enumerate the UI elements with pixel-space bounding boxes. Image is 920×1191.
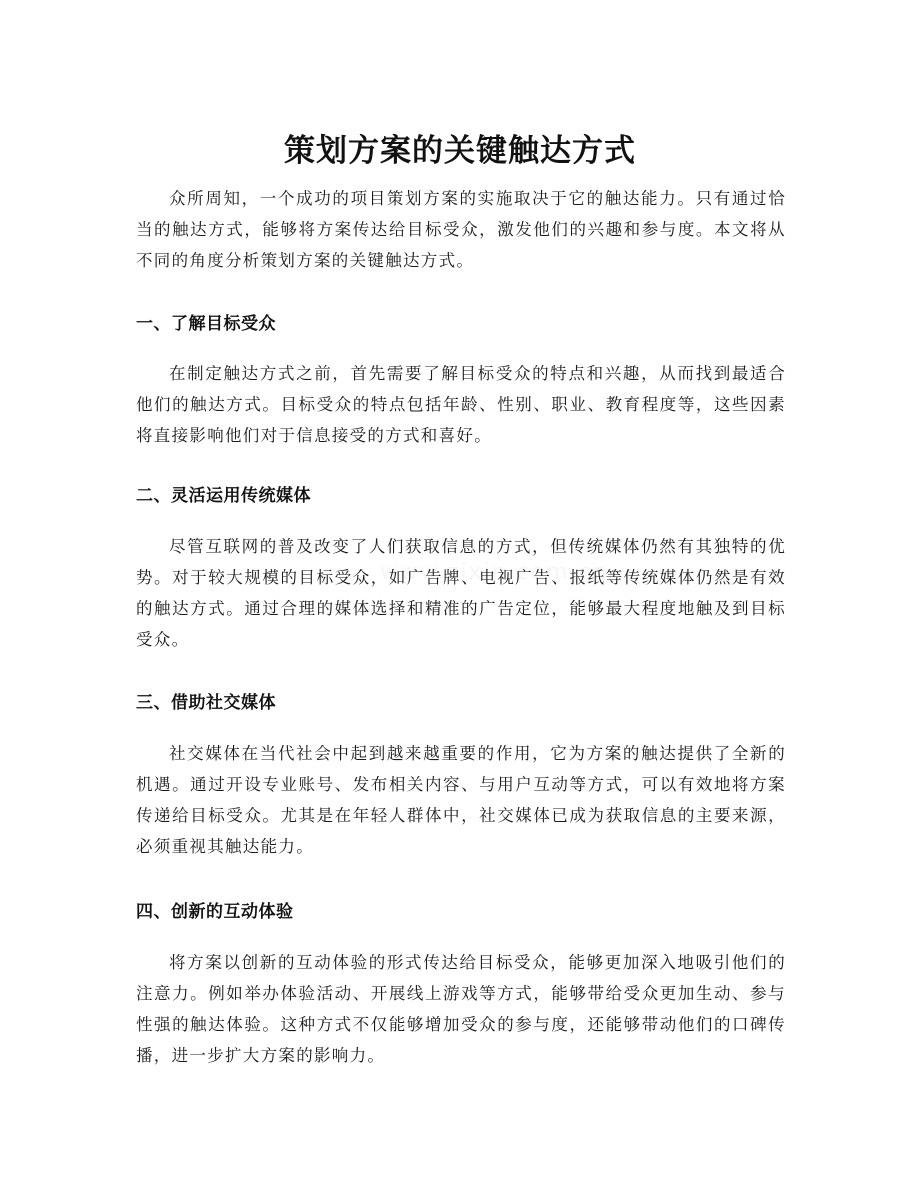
section-body-4: 将方案以创新的互动体验的形式传达给目标受众，能够更加深入地吸引他们的注意力。例如举办体验活动、开展线上游戏等方式，能够带给受众更加生动、参与性强的触达体验。这种方式不仅能够增加受众的参与度，还能够带动他们的口碑传播，进一步扩大方案的影响力。	[136, 953, 786, 1065]
page-title: 策划方案的关键触达方式	[284, 132, 636, 169]
section-heading-4: 四、创新的互动体验	[136, 902, 294, 922]
intro-paragraph: 众所周知，一个成功的项目策划方案的实施取决于它的触达能力。只有通过恰当的触达方式，能够将方案传达给目标受众，激发他们的兴趣和参与度。本文将从不同的角度分析策划方案的关键触达方式。	[136, 189, 786, 270]
section-heading-1: 一、了解目标受众	[136, 314, 276, 334]
section-body-3: 社交媒体在当代社会中起到越来越重要的作用，它为方案的触达提供了全新的机遇。通过开设专业账号、发布相关内容、与用户互动等方式，可以有效地将方案传递给目标受众。尤其是在年轻人群体中，社交媒体已成为获取信息的主要来源，必须重视其触达能力。	[136, 744, 786, 856]
section-heading-2: 二、灵活运用传统媒体	[136, 486, 311, 506]
section-heading-3: 三、借助社交媒体	[136, 693, 276, 713]
section-body-1: 在制定触达方式之前，首先需要了解目标受众的特点和兴趣，从而找到最适合他们的触达方式。目标受众的特点包括年龄、性别、职业、教育程度等，这些因素将直接影响他们对于信息接受的方式和喜好。	[136, 364, 786, 445]
section-body-2: 尽管互联网的普及改变了人们获取信息的方式，但传统媒体仍然有其独特的优势。对于较大规模的目标受众，如广告牌、电视广告、报纸等传统媒体仍然是有效的触达方式。通过合理的媒体选择和精准的广告定位，能够最大程度地触及到目标受众。	[136, 537, 786, 649]
